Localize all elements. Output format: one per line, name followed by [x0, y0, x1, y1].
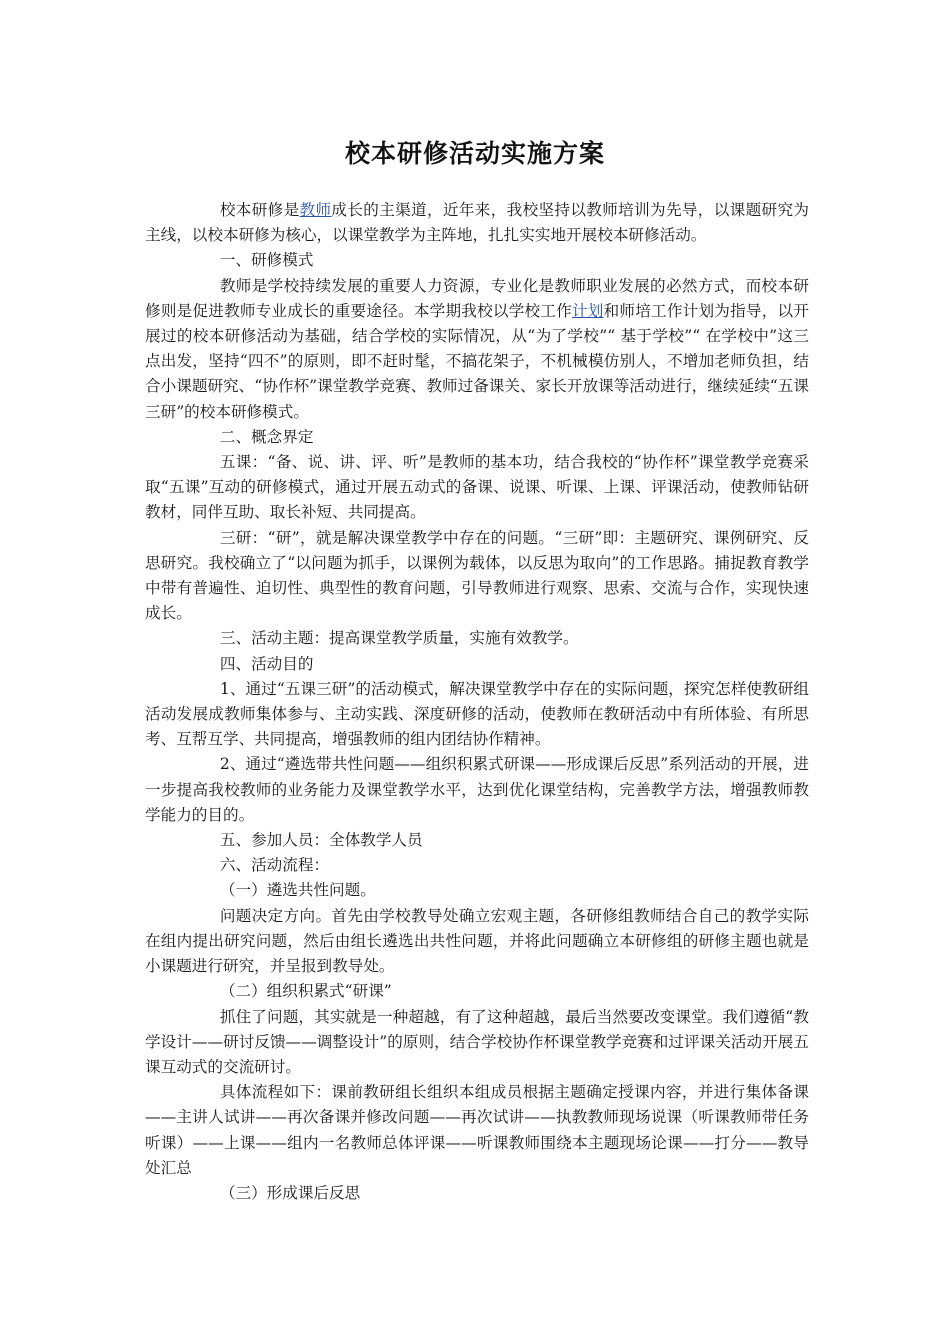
intro-paragraph [145, 198, 809, 248]
intro-text-start: 校本研修是 [219, 201, 300, 219]
section-4-paragraph-2: 2、通过“遴选带共性问题——组织积累式研课——形成课后反思”系列活动的开展，进一步提高我校教师的业务能力及课堂教学水平，达到优化课堂结构，完善教学方法，增强教师教学能力的目的。 [145, 755, 809, 824]
section-3-heading: 三、活动主题：提高课堂教学质量，实施有效教学。 [219, 629, 579, 648]
section-1-heading: 一、研修模式 [219, 251, 314, 270]
section-5-heading: 五、参加人员：全体教学人员 [219, 831, 423, 850]
section-4-heading: 四、活动目的 [219, 654, 314, 673]
section-6-subheading-3: （三）形成课后反思 [219, 1183, 361, 1202]
teacher-link[interactable]: 教师 [299, 201, 332, 219]
section-1-text-end: 和师培工作计划为指导，以开展过的校本研修活动为基础，结合学校的实际情况，从“为了学校”“ 基于学校”“ 在学校中”这三点出发，坚持“四不”的原则，即不赶时髦，不搞花架子，不机械模仿别人，不增加老师负担，结合小课题研究、“协作杯”课堂教学竞赛、教师过备课关、家长开放课等活动进行，继续延续“五课三研”的校本研修模式。 [145, 301, 809, 421]
section-6-heading: 六、活动流程： [219, 856, 330, 875]
document-title: 校本研修活动实施方案 [344, 139, 605, 168]
plan-link[interactable]: 计划 [571, 301, 604, 320]
document-body [145, 198, 809, 1206]
section-2-heading: 二、概念界定 [219, 427, 314, 446]
section-2-paragraph-1: 五课：“备、说、讲、评、听”是教师的基本功，结合我校的“协作杯”课堂教学竞赛采取“五课”互动的研修模式，通过开展五动式的备课、说课、听课、上课、评课活动，使教师钻研教材，同伴互助、取长补短、共同提高。 [145, 453, 809, 522]
section-6-paragraph-2: 抓住了问题，其实就是一种超越，有了这种超越，最后当然要改变课堂。我们遵循“教学设计——研讨反馈——调整设计”的原则，结合学校协作杯课堂教学竞赛和过评课关活动开展五课互动式的交流研讨。 [145, 1007, 809, 1076]
section-6-paragraph-3: 具体流程如下：课前教研组长组织本组成员根据主题确定授课内容，并进行集体备课——主讲人试讲——再次备课并修改问题——再次试讲——执教教师现场说课（听课教师带任务听课）——上课——组内一名教师总体评课——听课教师围绕本主题现场论课——打分——教导处汇总 [145, 1083, 809, 1177]
section-6-subheading-2: （二）组织积累式“研课” [219, 982, 392, 1001]
section-6-paragraph-1: 问题决定方向。首先由学校教导处确立宏观主题，各研修组教师结合自己的教学实际在组内提出研究问题，然后由组长遴选出共性问题，并将此问题确立本研修组的研修主题也就是小课题进行研究，并呈报到教导处。 [145, 906, 809, 976]
intro-text-end: 成长的主渠道，近年来，我校坚持以教师培训为先导，以课题研究为主线，以校本研修为核心，以课堂教学为主阵地，扎扎实实地开展校本研修活动。 [145, 201, 809, 245]
section-1-paragraph [145, 274, 809, 425]
section-4-paragraph-1: 1、通过“五课三研”的活动模式，解决课堂教学中存在的实际问题，探究怎样使教研组活动发展成教师集体参与、主动实践、深度研修的活动，使教师在教研活动中有所体验、有所思考、互帮互学、共同提高，增强教师的组内团结协作精神。 [145, 679, 809, 749]
section-6-subheading-1: （一）遴选共性问题。 [219, 881, 376, 900]
section-2-paragraph-2: 三研：“研”，就是解决课堂教学中存在的问题。“三研”即：主题研究、课例研究、反思研究。我校确立了“以问题为抓手，以课例为载体，以反思为取向”的工作思路。捕捉教育教学中带有普遍性、迫切性、典型性的教育问题，引导教师进行观察、思索、交流与合作，实现快速成长。 [145, 528, 809, 623]
section-1-text-start: 教师是学校持续发展的重要人力资源，专业化是教师职业发展的必然方式，而校本研修则是促进教师专业成长的重要途径。本学期我校以学校工作 [145, 276, 809, 320]
